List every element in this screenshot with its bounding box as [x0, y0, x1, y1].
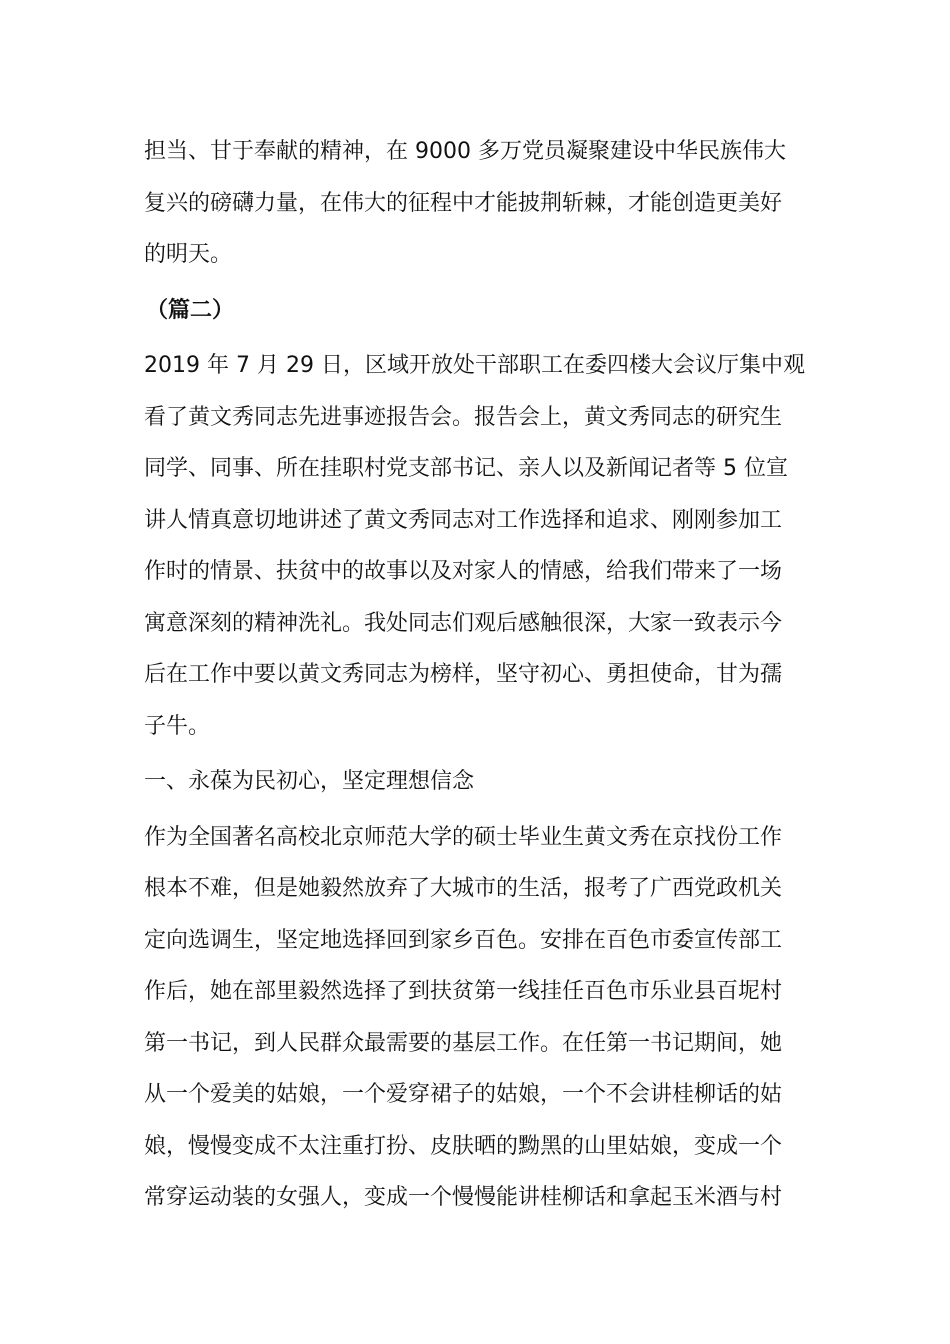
paragraph-line: 讲人情真意切地讲述了黄文秀同志对工作选择和追求、刚刚参加工 — [144, 507, 783, 533]
paragraph-2 — [144, 340, 804, 752]
subheading: 一、永葆为民初心，坚定理想信念 — [144, 769, 475, 794]
paragraph-line: 根本不难，但是她毅然放弃了大城市的生活，报考了广西党政机关 — [144, 876, 783, 901]
paragraph-line: 的明天。 — [144, 242, 233, 267]
paragraph-line: 2019 年 7 月 29 日，区域开放处干部职工在委四楼大会议厅集中观 — [144, 353, 805, 378]
document-body — [144, 126, 804, 1224]
paragraph-line: 同学、同事、所在挂职村党支部书记、亲人以及新闻记者等 5 位宣 — [144, 456, 788, 481]
paragraph-line: 定向选调生，坚定地选择回到家乡百色。安排在百色市委宣传部工 — [144, 927, 783, 953]
section-heading: （篇二） — [146, 297, 235, 323]
paragraph-line: 看了黄文秀同志先进事迹报告会。报告会上，黄文秀同志的研究生 — [144, 404, 783, 430]
paragraph-line: 作为全国著名高校北京师范大学的硕士毕业生黄文秀在京找份工作 — [144, 824, 783, 850]
paragraph-line: 寓意深刻的精神洗礼。我处同志们观后感触很深，大家一致表示今 — [144, 610, 783, 636]
paragraph-line: 后在工作中要以黄文秀同志为榜样，坚守初心、勇担使命，甘为孺 — [144, 662, 783, 687]
paragraph-line: 子牛。 — [144, 713, 211, 739]
paragraph-1 — [144, 126, 804, 281]
paragraph-line: 第一书记，到人民群众最需要的基层工作。在任第一书记期间，她 — [144, 1030, 783, 1056]
paragraph-line: 复兴的磅礴力量，在伟大的征程中才能披荆斩棘，才能创造更美好 — [144, 190, 783, 216]
paragraph-line: 娘，慢慢变成不太注重打扮、皮肤晒的黝黑的山里姑娘，变成一个 — [144, 1133, 783, 1159]
paragraph-line: 常穿运动装的女强人，变成一个慢慢能讲桂柳话和拿起玉米酒与村 — [144, 1185, 783, 1210]
paragraph-line: 作后，她在部里毅然选择了到扶贫第一线挂任百色市乐业县百坭村 — [144, 979, 783, 1004]
paragraph-line: 作时的情景、扶贫中的故事以及对家人的情感，给我们带来了一场 — [144, 559, 783, 584]
paragraph-line: 从一个爱美的姑娘，一个爱穿裙子的姑娘，一个不会讲桂柳话的姑 — [144, 1082, 783, 1107]
paragraph-3 — [144, 812, 804, 1224]
paragraph-line: 担当、甘于奉献的精神，在 9000 多万党员凝聚建设中华民族伟大 — [144, 139, 786, 164]
